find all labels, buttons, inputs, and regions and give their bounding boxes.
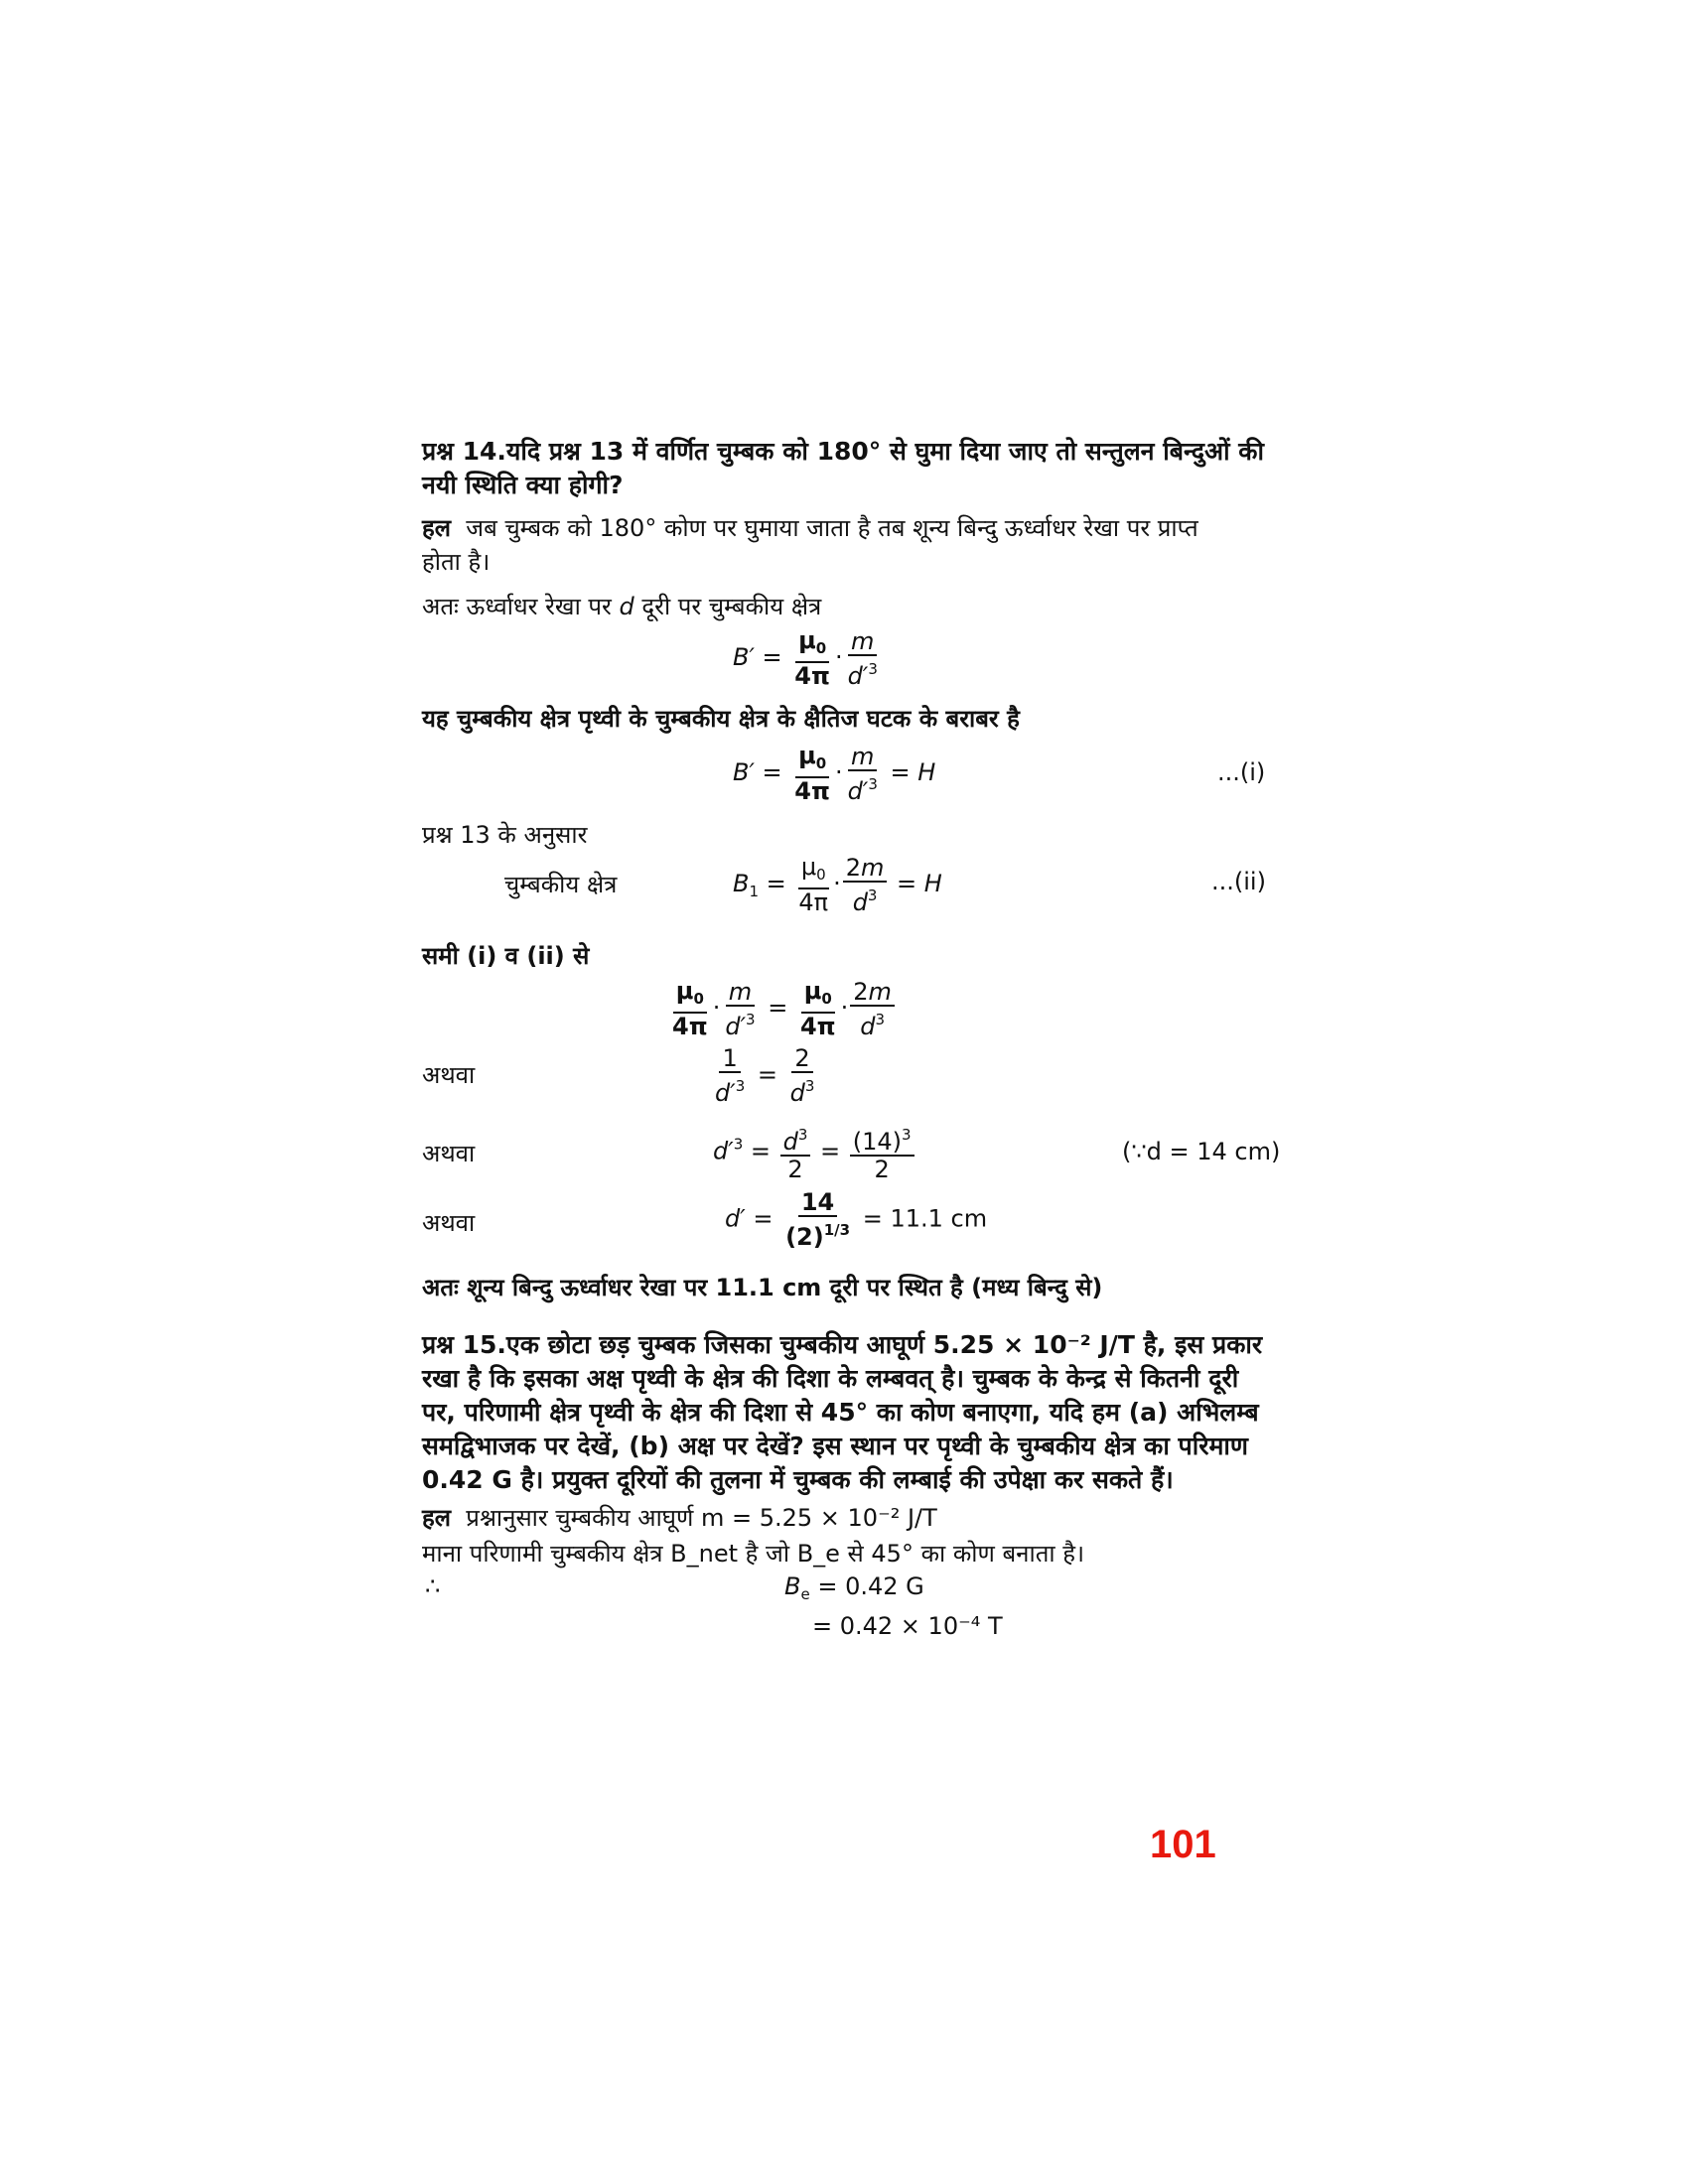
q15-text-line1: एक छोटा छड़ चुम्बक जिसका चुम्बकीय आघूर्ण 5.25 × 10⁻² J/T है, इस प्रकार bbox=[505, 1330, 1263, 1359]
q15-prefix: प्रश्न 15. bbox=[422, 1330, 506, 1359]
equation-d-cube: $d'^3$ = $\frac{d^3}{2}$ = $\frac{(14)^3}{2}$ bbox=[713, 1122, 916, 1182]
q15-line4: समद्विभाजक पर देखें, (b) अक्ष पर देखें? इस स्थान पर पृथ्वी के चुम्बकीय क्षेत्र का परिमाण bbox=[422, 1432, 1248, 1460]
q14-sami: समी (i) व (ii) से bbox=[422, 942, 590, 970]
q15-line1 bbox=[422, 1328, 1266, 1362]
athva-2: अथवा bbox=[422, 1140, 476, 1167]
q15-hal bbox=[422, 1501, 1266, 1535]
field-label: चुम्बकीय क्षेत्र bbox=[504, 871, 618, 898]
q15-line3: पर, परिणामी क्षेत्र पृथ्वी के क्षेत्र की दिशा से 45° का कोण बनाएगा, यदि हम (a) अभिलम्ब bbox=[422, 1398, 1259, 1427]
ata-var: d bbox=[619, 593, 634, 620]
q14-hal-line1 bbox=[422, 511, 1266, 545]
d-note: (∵d = 14 cm) bbox=[1122, 1138, 1281, 1165]
q15-line5: 0.42 G है। प्रयुक्त दूरियों की तुलना में चुम्बक की लम्बाई की उपेक्षा कर सकते हैं। bbox=[422, 1465, 1174, 1494]
q14-prefix: प्रश्न 14. bbox=[422, 437, 506, 466]
equation-ii: $B_1$ = $\frac{\mu_0}{4\pi}$ · $\frac{2m}{d^3}$ = H bbox=[733, 853, 942, 916]
q15-hal-label: हल bbox=[422, 1504, 452, 1532]
equation-b-prime: B′ = $\frac{\mu_0}{4\pi}$ · $\frac{m}{d'^3}$ bbox=[733, 626, 878, 690]
q14-text-line2: नयी स्थिति क्या होगी? bbox=[422, 471, 624, 499]
q14-hal-text1: जब चुम्बक को 180° कोण पर घुमाया जाता है तब शून्य बिन्दु ऊर्ध्वाधर रेखा पर प्राप्त bbox=[466, 514, 1198, 542]
equation-equate: $\frac{\mu_0}{4\pi}$ · $\frac{m}{d'^3}$ = $\frac{\mu_0}{4\pi}$ · $\frac{2m}{d^3}$ bbox=[667, 978, 897, 1039]
ata-suffix: दूरी पर चुम्बकीय क्षेत्र bbox=[641, 593, 822, 620]
equation-result: d′ = $\frac{14}{(2)^{1/3}}$ = 11.1 cm bbox=[725, 1188, 988, 1251]
athva-1: अथवा bbox=[422, 1061, 476, 1089]
q14-horizontal-line: यह चुम्बकीय क्षेत्र पृथ्वी के चुम्बकीय क्षेत्र के क्षैतिज घटक के बराबर है bbox=[422, 705, 1020, 733]
page-number: 101 bbox=[1150, 1823, 1216, 1866]
therefore-symbol: ∴ bbox=[425, 1572, 441, 1600]
athva-3: अथवा bbox=[422, 1209, 476, 1237]
q14-hal-label: हल bbox=[422, 514, 452, 542]
ata-prefix: अतः ऊर्ध्वाधर रेखा पर bbox=[422, 593, 612, 620]
equation-be-si: = 0.42 × 10⁻⁴ T bbox=[812, 1612, 1003, 1640]
equation-i-tag: ...(i) bbox=[1217, 758, 1266, 786]
q14-line1 bbox=[422, 435, 1266, 469]
equation-ratio: $\frac{1}{d'^3}$ = $\frac{2}{d^3}$ bbox=[715, 1044, 815, 1107]
result-value: = 11.1 cm bbox=[862, 1204, 988, 1233]
q15-hal-text: प्रश्नानुसार चुम्बकीय आघूर्ण m = 5.25 × 10⁻² J/T bbox=[466, 1504, 937, 1532]
be-value: = 0.42 G bbox=[817, 1572, 924, 1600]
equation-i: B′ = $\frac{\mu_0}{4\pi}$ · $\frac{m}{d'^3}$ = H bbox=[733, 742, 936, 805]
q14-text-line1: यदि प्रश्न 13 में वर्णित चुम्बक को 180° से घुमा दिया जाए तो सन्तुलन बिन्दुओं की bbox=[505, 437, 1264, 466]
equation-ii-tag: ...(ii) bbox=[1211, 868, 1266, 895]
q15-line2: रखा है कि इसका अक्ष पृथ्वी के क्षेत्र की दिशा के लम्बवत् है। चुम्बक के केन्द्र से कितनी दूरी bbox=[422, 1364, 1239, 1393]
equation-be: $B_e = 0.42$ G bbox=[784, 1572, 924, 1603]
q14-anusar: प्रश्न 13 के अनुसार bbox=[422, 821, 588, 849]
q14-ata-line bbox=[422, 590, 1266, 623]
q14-hal-line2: होता है। bbox=[422, 548, 491, 576]
q15-mana-line: माना परिणामी चुम्बकीय क्षेत्र B_net है जो B_e से 45° का कोण बनाता है। bbox=[422, 1540, 1085, 1568]
q14-conclusion: अतः शून्य बिन्दु ऊर्ध्वाधर रेखा पर 11.1 cm दूरी पर स्थित है (मध्य बिन्दु से) bbox=[422, 1274, 1103, 1301]
